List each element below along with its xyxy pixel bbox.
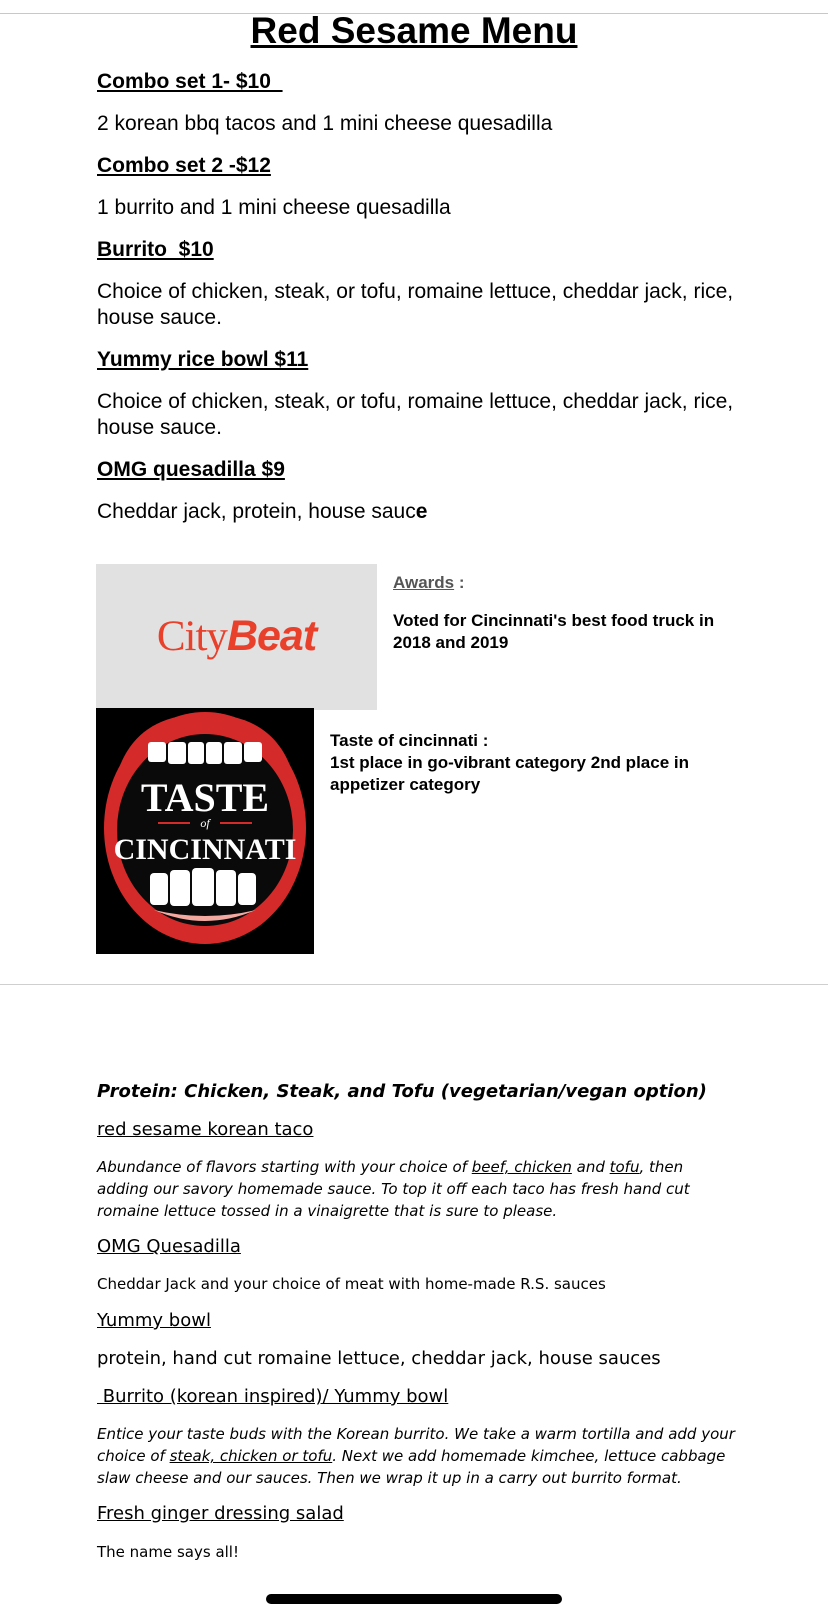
citybeat-logo-box [96,564,377,710]
taco-title: red sesame korean taco [97,1119,314,1140]
menu-item-desc: Choice of chicken, steak, or tofu, romaine lettuce, cheddar jack, rice, house sauce. [97,390,734,439]
burrito-description [97,1423,737,1489]
menu-item-desc: 1 burrito and 1 mini cheese quesadilla [97,196,451,219]
taste-logo-line1: TASTE [140,775,270,820]
menu-item-desc: Choice of chicken, steak, or tofu, romaine lettuce, cheddar jack, rice, house sauce. [97,280,734,329]
taste-logo-line2: of [200,816,210,830]
burrito-desc-text: Entice your taste buds with the Korean burrito. We take a warm tortilla and add your choice of [97,1425,735,1465]
page-title: Red Sesame Menu [250,10,578,51]
awards-link[interactable]: Awards [393,573,455,592]
menu-item-desc: 2 korean bbq tacos and 1 mini cheese quesadilla [97,112,553,135]
citybeat-logo [96,612,377,661]
menu-item-name: Combo set 2 -$12 [97,154,271,177]
citybeat-logo-beat: Beat [226,612,317,660]
burrito-desc-text: . Next we add homemade kimchee, lettuce cabbage slaw cheese and our sauces. Then we wrap it up in a carry out burrito format. [97,1447,726,1487]
taste-award-detail: 1st place in go-vibrant category 2nd place in appetizer category [330,753,689,794]
section-divider [0,984,828,985]
menu-item-name: OMG quesadilla $9 [97,458,285,481]
citybeat-logo-city: City [156,613,227,660]
taste-logo-line3: CINCINNATI [113,833,297,866]
taste-of-cincinnati-logo [96,708,314,954]
menu-item-desc [97,499,737,525]
menu-item-desc-text: Cheddar jack, protein, house sauc [97,500,416,523]
burrito-title: Burrito (korean inspired)/ Yummy bowl [97,1386,449,1407]
yummy-bowl-description: protein, hand cut romaine lettuce, cheddar jack, house sauces [97,1348,661,1369]
menu-item-name: Burrito $10 [97,238,214,261]
omg-quesadilla-title: OMG Quesadilla [97,1236,241,1257]
taco-desc-tofu: tofu [609,1158,640,1176]
taco-desc-text: Abundance of flavors starting with your choice of [97,1158,472,1176]
taste-award-title: Taste of cincinnati : [330,731,489,750]
home-indicator[interactable] [266,1594,562,1604]
menu-item-desc-tail: e [415,500,428,523]
menu-item-name: Combo set 1- $10 [97,70,283,93]
awards-heading [393,573,465,593]
salad-description: The name says all! [97,1543,239,1561]
omg-quesadilla-description: Cheddar Jack and your choice of meat with home-made R.S. sauces [97,1275,606,1293]
protein-heading: Protein: Chicken, Steak, and Tofu (vegetarian/vegan option) [97,1081,707,1102]
menu-item-name: Yummy rice bowl $11 [97,348,309,371]
lips-logo-icon [96,708,314,954]
taco-desc-text: , then adding our savory homemade sauce. To top it off each taco has fresh hand cut romaine lettuce tossed in a vinaigrette that is sure to please. [97,1158,690,1220]
yummy-bowl-title: Yummy bowl [97,1310,211,1331]
salad-title: Fresh ginger dressing salad [97,1503,344,1524]
burrito-desc-proteins: steak, chicken or tofu [169,1447,333,1465]
taco-desc-proteins: beef, chicken [471,1158,572,1176]
awards-text: Voted for Cincinnati's best food truck in 2018 and 2019 [393,611,715,652]
awards-separator: : [454,573,465,592]
taco-description [97,1156,737,1222]
taco-desc-text: and [571,1158,610,1176]
taste-award-text [330,730,750,796]
